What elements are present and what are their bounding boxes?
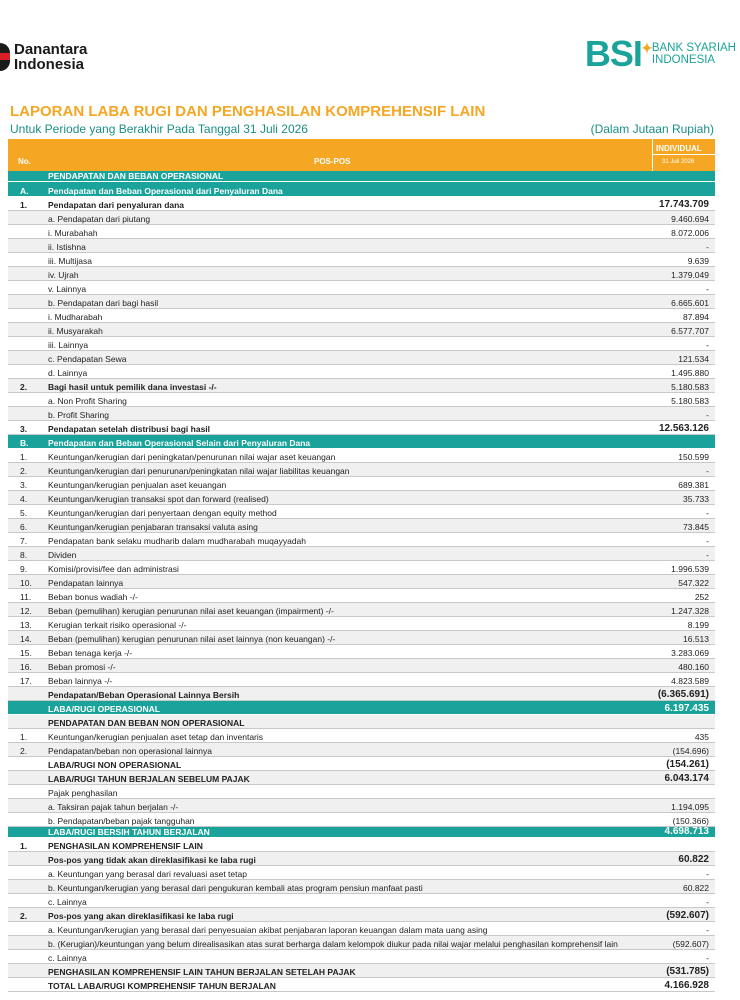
table-row [8,337,715,351]
row-label: c. Lainnya [48,897,87,907]
table-row [8,351,715,365]
row-label: c. Pendapatan Sewa [48,354,127,364]
danantara-line2: Indonesia [14,56,85,73]
row-label: LABA/RUGI OPERASIONAL [48,704,160,714]
row-label: Komisi/provisi/fee dan administrasi [48,564,179,574]
table-row [8,813,715,827]
row-label: b. Profit Sharing [48,410,109,420]
row-label: LABA/RUGI NON OPERASIONAL [48,760,182,770]
row-value: - [706,508,709,518]
row-label: Pos-pos yang akan direklasifikasi ke laba rugi [48,911,234,921]
table-row [8,880,715,894]
table-row [8,743,715,757]
row-label: PENDAPATAN DAN BEBAN NON OPERASIONAL [48,718,245,728]
report-subtitle: Untuk Periode yang Berakhir Pada Tanggal 31 Juli 2026 [10,122,308,136]
row-label: iv. Ujrah [48,270,79,280]
table-row [8,645,715,659]
row-value: (154.261) [666,759,709,770]
table-row [8,785,715,799]
row-label: Keuntungan/kerugian transaksi spot dan forward (realised) [48,494,269,504]
row-label: Pendapatan bank selaku mudharib dalam mudharabah muqayyadah [48,536,307,546]
row-label: Keuntungan/kerugian penjualan aset tetap dan inventaris [48,732,264,742]
report-title: LAPORAN LABA RUGI DAN PENGHASILAN KOMPREHENSIF LAIN [10,103,486,120]
row-number: 16. [20,662,32,672]
row-label: a. Taksiran pajak tahun berjalan -/- [48,802,179,812]
danantara-mark-icon [0,43,10,71]
row-number: 9. [20,564,28,574]
row-label: Pendapatan/beban non operasional lainnya [48,746,212,756]
table-row [8,253,715,267]
row-number: 14. [20,634,32,644]
header-pos-pos: POS-POS [314,157,351,166]
row-label: Pos-pos yang tidak akan direklasifikasi ke laba rugi [48,855,256,865]
row-value: 3.283.069 [671,648,709,658]
row-value: 689.381 [678,480,709,490]
table-row [8,908,715,922]
row-value: 547.322 [678,578,709,588]
row-value: 73.845 [683,522,709,532]
row-value: 6.043.174 [664,773,709,784]
header-individual: INDIVIDUAL [656,144,702,153]
bsi-logo [584,33,736,74]
row-number: 2. [20,382,28,392]
table-row [8,729,715,743]
table-row [8,171,715,182]
row-value: (154.696) [672,746,709,756]
bsi-line1: BANK SYARIAH [651,42,736,54]
row-number: 2. [20,746,28,756]
row-label: Pajak penghasilan [48,788,118,798]
table-row [8,505,715,519]
row-label: Keuntungan/kerugian penjualan aset keuangan [48,480,227,490]
table-row [8,631,715,645]
row-number: 1. [20,732,28,742]
row-label: Beban tenaga kerja -/- [48,648,133,658]
row-number: 1. [20,200,28,210]
row-number: 5. [20,508,28,518]
report-unit: (Dalam Jutaan Rupiah) [590,122,714,136]
table-row [8,281,715,295]
table-row [8,771,715,785]
row-label: b. Pendapatan/beban pajak tangguhan [48,816,195,826]
row-number: 10. [20,578,32,588]
table-row [8,267,715,281]
table-row [8,533,715,547]
row-label: Keuntungan/kerugian dari penurunan/peningkatan nilai wajar liabilitas keuangan [48,466,350,476]
row-label: d. Lainnya [48,368,88,378]
table-row [8,922,715,936]
table-row [8,379,715,393]
row-label: Beban bonus wadiah -/- [48,592,138,602]
row-label: iii. Lainnya [48,340,89,350]
table-row [8,561,715,575]
table-row [8,978,715,992]
row-value: 9.460.694 [671,214,709,224]
table-row [8,463,715,477]
page-header [0,0,740,95]
row-label: PENDAPATAN DAN BEBAN OPERASIONAL [48,171,224,181]
row-value: 1.379.049 [671,270,709,280]
row-label: a. Non Profit Sharing [48,396,127,406]
row-value: - [706,242,709,252]
row-label: a. Keuntungan yang berasal dari revaluasi aset tetap [48,869,247,879]
row-value: 121.534 [678,354,709,364]
row-number: 2. [20,466,28,476]
row-value: - [706,897,709,907]
row-number: 11. [20,592,32,602]
table-row [8,295,715,309]
row-number: 3. [20,480,28,490]
table-row [8,421,715,435]
row-value: 9.639 [687,256,709,266]
row-value: 1.194.095 [671,802,709,812]
table-row [8,225,715,239]
report-table-body [8,171,715,992]
row-value: 6.577.707 [671,326,709,336]
row-number: 13. [20,620,32,630]
table-row [8,407,715,421]
row-label: ii. Istishna [48,242,86,252]
table-row [8,852,715,866]
table-row [8,936,715,950]
row-label: LABA/RUGI BERSIH TAHUN BERJALAN [48,827,210,837]
row-value: - [706,925,709,935]
row-value: - [706,340,709,350]
row-value: 4.823.589 [671,676,709,686]
star-icon: ✦ [641,40,652,56]
row-number: 3. [20,424,28,434]
row-value: 4.166.928 [664,980,709,991]
danantara-logo [0,42,87,72]
table-row [8,323,715,337]
table-row [8,477,715,491]
row-value: 35.733 [683,494,709,504]
row-number: 17. [20,676,32,686]
row-label: b. Keuntungan/kerugian yang berasal dari pengukuran kembali atas program pensiun manfaat pasti [48,883,423,893]
header-date: 31 Juli 2026 [662,159,695,165]
row-value: 4.698.713 [664,826,709,837]
row-value: - [706,869,709,879]
table-row [8,894,715,908]
table-row [8,589,715,603]
row-number: 1. [20,452,28,462]
table-row [8,449,715,463]
row-value: - [706,284,709,294]
bsi-line2: INDONESIA [651,54,716,66]
row-label: ii. Musyarakah [48,326,103,336]
table-row [8,964,715,978]
table-row [8,239,715,253]
row-value: - [706,953,709,963]
table-row [8,659,715,673]
row-number: 4. [20,494,28,504]
table-row [8,866,715,880]
row-label: Pendapatan setelah distribusi bagi hasil [48,424,211,434]
danantara-line1: Danantara [14,41,88,58]
table-row [8,687,715,701]
row-label: TOTAL LABA/RUGI KOMPREHENSIF TAHUN BERJALAN [48,981,276,991]
row-number: 2. [20,911,28,921]
individual-header-divider [652,154,715,155]
row-label: c. Lainnya [48,953,87,963]
row-value: (150.366) [672,816,709,826]
table-row [8,393,715,407]
row-value: 87.894 [683,312,709,322]
row-value: 8.072.006 [671,228,709,238]
table-row [8,950,715,964]
row-value: - [706,410,709,420]
row-label: Keuntungan/kerugian penjabaran transaksi valuta asing [48,522,258,532]
row-value: 17.743.709 [658,199,709,210]
table-row [8,211,715,225]
table-row [8,603,715,617]
row-value: 60.822 [683,883,709,893]
row-label: Beban lainnya -/- [48,676,113,686]
table-row [8,673,715,687]
row-label: Bagi hasil untuk pemilik dana investasi -/- [48,382,217,392]
table-row [8,491,715,505]
row-label: Pendapatan dan Beban Operasional Selain dari Penyaluran Dana [48,438,311,448]
row-number: 1. [20,841,28,851]
table-row [8,547,715,561]
table-row [8,701,715,715]
row-value: 1.996.539 [671,564,709,574]
row-label: Pendapatan dari penyaluran dana [48,200,185,210]
row-label: Beban (pemulihan) kerugian penurunan nilai aset lainnya (non keuangan) -/- [48,634,336,644]
table-header [8,139,715,171]
row-label: Pendapatan lainnya [48,578,124,588]
row-number: 6. [20,522,28,532]
row-label: i. Murabahah [48,228,98,238]
row-label: Kerugian terkait risiko operasional -/- [48,620,187,630]
row-number: B. [20,438,29,448]
row-value: 60.822 [678,854,709,865]
bsi-mark-text: BSI [584,33,642,74]
row-label: LABA/RUGI TAHUN BERJALAN SEBELUM PAJAK [48,774,250,784]
row-label: iii. Multijasa [48,256,92,266]
row-label: Dividen [48,550,77,560]
table-row [8,519,715,533]
header-no: No. [18,157,31,166]
row-label: Keuntungan/kerugian dari penyertaan dengan equity method [48,508,277,518]
row-label: v. Lainnya [48,284,87,294]
row-value: 12.563.126 [658,423,709,434]
row-number: 7. [20,536,28,546]
row-label: Beban promosi -/- [48,662,116,672]
row-value: 6.197.435 [664,703,709,714]
table-row [8,309,715,323]
row-label: Keuntungan/kerugian dari peningkatan/penurunan nilai wajar aset keuangan [48,452,336,462]
row-label: Pendapatan dan Beban Operasional dari Penyaluran Dana [48,186,283,196]
row-label: Beban (pemulihan) kerugian penurunan nilai aset keuangan (impairment) -/- [48,606,334,616]
row-label: b. (Kerugian)/keuntungan yang belum direalisasikan atas surat berharga dalam kelompok diukur pada nilai wajar melalui penghasilan komprehensif lain [48,939,618,949]
row-value: (6.365.691) [657,689,709,700]
row-label: b. Pendapatan dari bagi hasil [48,298,159,308]
row-value: 5.180.583 [671,382,709,392]
table-row [8,435,715,449]
row-value: 480.160 [678,662,709,672]
row-number: A. [20,186,29,196]
table-row [8,838,715,852]
row-label: a. Keuntungan/kerugian yang berasal dari penyesuaian akibat penjabaran laporan keuangan dalam mata uang asing [48,925,488,935]
row-value: 435 [694,732,709,742]
table-row [8,182,715,197]
row-label: PENGHASILAN KOMPREHENSIF LAIN TAHUN BERJALAN SETELAH PAJAK [48,967,356,977]
table-row [8,617,715,631]
row-value: (592.607) [672,939,709,949]
row-value: - [706,536,709,546]
row-number: 12. [20,606,32,616]
row-value: - [706,466,709,476]
row-number: 15. [20,648,32,658]
row-value: - [706,550,709,560]
row-number: 8. [20,550,28,560]
table-row [8,197,715,211]
row-value: 1.495.880 [671,368,709,378]
row-value: 5.180.583 [671,396,709,406]
row-value: 150.599 [678,452,709,462]
row-value: (592.607) [666,910,709,921]
row-value: 8.199 [687,620,709,630]
table-row [8,715,715,729]
row-value: (531.785) [666,966,709,977]
table-row [8,575,715,589]
table-row [8,799,715,813]
table-row [8,827,715,838]
row-label: a. Pendapatan dari piutang [48,214,151,224]
row-value: 16.513 [683,634,709,644]
row-label: PENGHASILAN KOMPREHENSIF LAIN [48,841,203,851]
row-label: Pendapatan/Beban Operasional Lainnya Bersih [48,690,240,700]
table-row [8,757,715,771]
table-row [8,365,715,379]
row-value: 1.247.328 [671,606,709,616]
row-value: 6.665.601 [671,298,709,308]
row-label: i. Mudharabah [48,312,103,322]
row-value: 252 [694,592,709,602]
